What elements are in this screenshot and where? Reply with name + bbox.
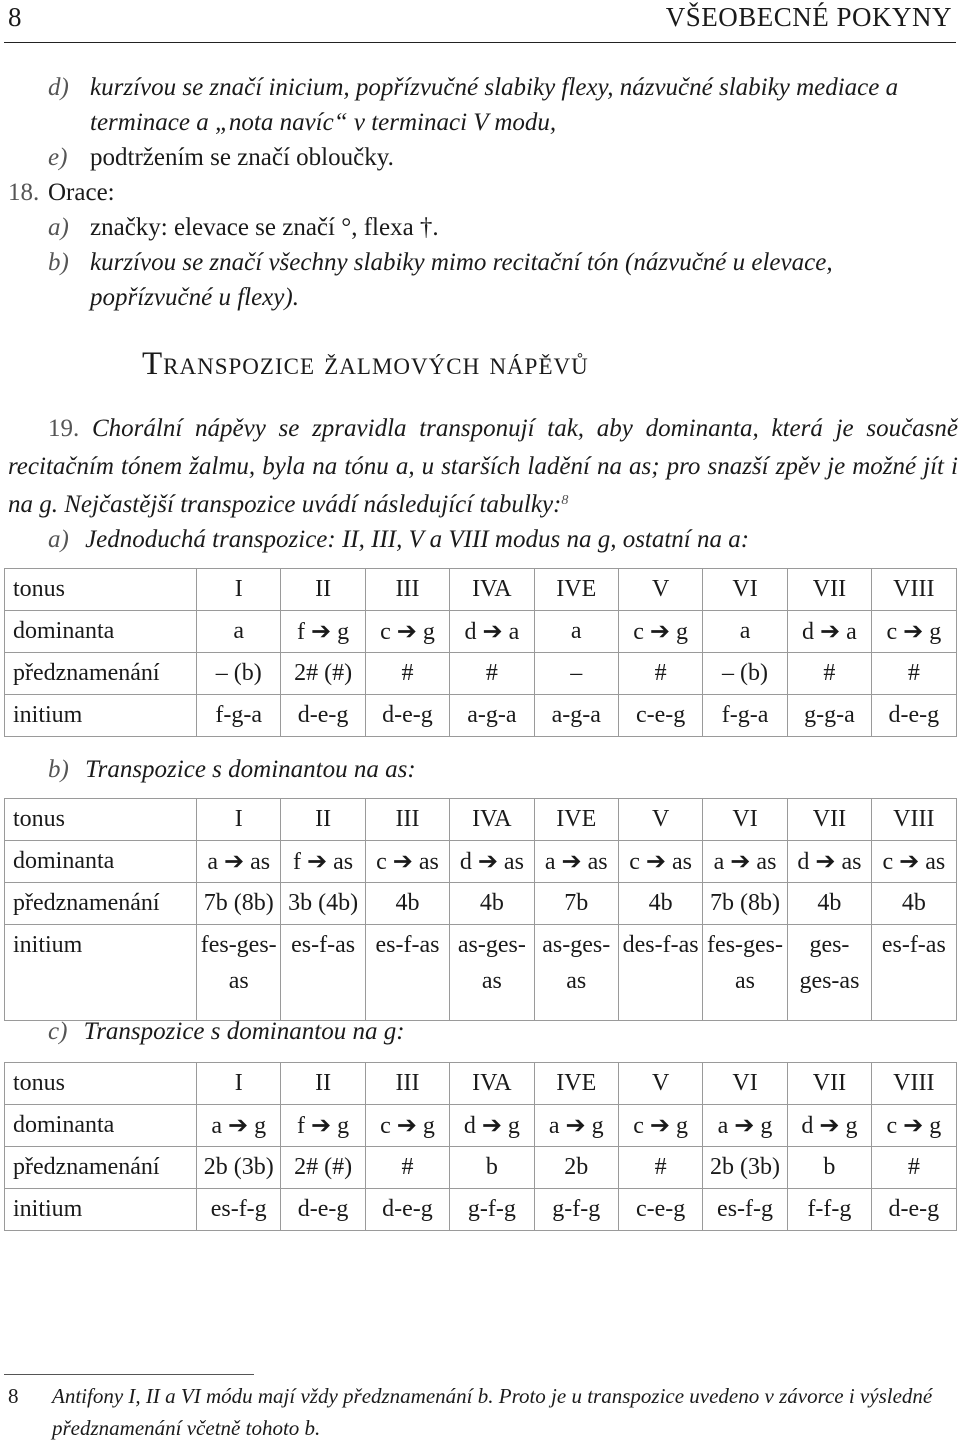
- table-cell: 7b (8b): [197, 883, 281, 925]
- table-cell: IVA: [450, 799, 534, 841]
- table-cell: 4b: [450, 883, 534, 925]
- table-cell: III: [365, 569, 449, 611]
- list-label: d): [48, 74, 69, 101]
- transposition-table-b: [4, 798, 957, 1021]
- table-cell: des-f-as: [618, 925, 702, 1021]
- table-c-label: c): [48, 1018, 68, 1045]
- table-cell: a ➔ g: [703, 1105, 787, 1147]
- orace-item-a: [0, 210, 960, 245]
- table-b-caption-text: Transpozice s dominantou na as:: [85, 756, 416, 783]
- table-cell: #: [618, 653, 702, 695]
- table-cell: es-f-as: [872, 925, 956, 1021]
- table-c-caption: [48, 1018, 405, 1046]
- table-cell: V: [618, 569, 702, 611]
- row-header-cell: tonus: [5, 569, 197, 611]
- table-cell: 7b: [534, 883, 618, 925]
- table-cell: c ➔ as: [365, 841, 449, 883]
- table-cell: d-e-g: [365, 1189, 449, 1231]
- table-cell: VIII: [872, 569, 956, 611]
- table-row: [5, 1189, 957, 1231]
- footnote-text: Antifony I, II a VI módu mají vždy předznamenání b. Proto je u transpozice uvedeno v závorce i výsledné předznamenání včetně tohoto b.: [52, 1384, 933, 1440]
- table-cell: d-e-g: [872, 695, 956, 737]
- table-cell: IVE: [534, 799, 618, 841]
- table-cell: IVE: [534, 569, 618, 611]
- table-cell: fes-ges-as: [197, 925, 281, 1021]
- table-cell: VI: [703, 1063, 787, 1105]
- table-cell: VIII: [872, 799, 956, 841]
- footnote: [0, 1380, 960, 1444]
- table-cell: c ➔ g: [365, 611, 449, 653]
- table-cell: d ➔ as: [450, 841, 534, 883]
- table-cell: b: [450, 1147, 534, 1189]
- table-cell: 3b (4b): [281, 883, 365, 925]
- table-row: [5, 1105, 957, 1147]
- table-cell: a ➔ g: [534, 1105, 618, 1147]
- table-cell: a: [703, 611, 787, 653]
- table-cell: es-f-as: [281, 925, 365, 1021]
- list-label: b): [48, 249, 69, 276]
- table-cell: c ➔ g: [872, 1105, 956, 1147]
- row-header-cell: tonus: [5, 799, 197, 841]
- table-cell: d ➔ a: [450, 611, 534, 653]
- table-cell: – (b): [197, 653, 281, 695]
- table-cell: es-f-g: [703, 1189, 787, 1231]
- orace-number: 18.: [8, 179, 40, 206]
- table-row: [5, 611, 957, 653]
- table-cell: IVA: [450, 1063, 534, 1105]
- table-cell: I: [197, 569, 281, 611]
- table-cell: d-e-g: [872, 1189, 956, 1231]
- table-cell: I: [197, 1063, 281, 1105]
- table-cell: #: [365, 1147, 449, 1189]
- table-cell: d ➔ as: [787, 841, 871, 883]
- row-header-cell: předznamenání: [5, 1147, 197, 1189]
- table-cell: a ➔ as: [703, 841, 787, 883]
- list-item-d: [0, 70, 960, 140]
- table-cell: VI: [703, 569, 787, 611]
- row-header-cell: tonus: [5, 1063, 197, 1105]
- transposition-table-a: [4, 568, 957, 737]
- table-row: [5, 841, 957, 883]
- table-cell: #: [618, 1147, 702, 1189]
- table-cell: f ➔ g: [281, 1105, 365, 1147]
- table-cell: 2# (#): [281, 653, 365, 695]
- table-cell: V: [618, 799, 702, 841]
- table-cell: VII: [787, 799, 871, 841]
- table-cell: 4b: [787, 883, 871, 925]
- list-label: e): [48, 144, 68, 171]
- footnote-rule: [4, 1374, 254, 1375]
- row-header-cell: initium: [5, 695, 197, 737]
- row-header-cell: initium: [5, 925, 197, 1021]
- table-cell: 2b (3b): [197, 1147, 281, 1189]
- table-cell: f-g-a: [703, 695, 787, 737]
- table-cell: c ➔ g: [365, 1105, 449, 1147]
- table-cell: f-f-g: [787, 1189, 871, 1231]
- table-cell: V: [618, 1063, 702, 1105]
- table-cell: 2# (#): [281, 1147, 365, 1189]
- table-row: [5, 1147, 957, 1189]
- table-cell: #: [450, 653, 534, 695]
- row-header-cell: initium: [5, 1189, 197, 1231]
- table-cell: b: [787, 1147, 871, 1189]
- table-cell: –: [534, 653, 618, 695]
- table-row: [5, 883, 957, 925]
- header-rule: [4, 42, 956, 43]
- top-list: [0, 70, 960, 315]
- table-a-label: a): [48, 526, 69, 553]
- table-cell: 7b (8b): [703, 883, 787, 925]
- table-a-caption-text: Jednoduchá transpozice: II, III, V a VIII modus na g, ostatní na a:: [85, 526, 750, 553]
- table-cell: VII: [787, 569, 871, 611]
- table-cell: d ➔ a: [787, 611, 871, 653]
- footnote-number: 8: [8, 1384, 19, 1408]
- table-row: [5, 925, 957, 1021]
- table-a-caption: [48, 526, 749, 554]
- list-text: kurzívou se značí všechny slabiky mimo recitační tón (názvučné u elevace, popřízvučné u flexy).: [90, 249, 833, 311]
- list-text: kurzívou se značí inicium, popřízvučné slabiky flexy, názvučné slabiky mediace a terminace a „nota navíc“ v terminaci V modu,: [90, 74, 899, 136]
- table-cell: ges-ges-as: [787, 925, 871, 1021]
- table-cell: #: [787, 653, 871, 695]
- table-cell: as-ges-as: [450, 925, 534, 1021]
- table-cell: IVA: [450, 569, 534, 611]
- table-cell: 4b: [365, 883, 449, 925]
- table-cell: II: [281, 799, 365, 841]
- section-title: Transpozice žalmových nápěvů: [142, 346, 589, 382]
- table-cell: 4b: [872, 883, 956, 925]
- table-cell: VIII: [872, 1063, 956, 1105]
- table-cell: d ➔ g: [787, 1105, 871, 1147]
- table-cell: f ➔ as: [281, 841, 365, 883]
- table-cell: a ➔ as: [197, 841, 281, 883]
- page-number: 8: [8, 2, 22, 32]
- table-cell: c ➔ g: [618, 611, 702, 653]
- row-header-cell: dominanta: [5, 841, 197, 883]
- table-cell: III: [365, 1063, 449, 1105]
- table-cell: g-f-g: [450, 1189, 534, 1231]
- table-cell: I: [197, 799, 281, 841]
- table-row: [5, 569, 957, 611]
- running-head: VŠEOBECNÉ POKYNY: [665, 2, 952, 32]
- table-row: [5, 653, 957, 695]
- table-cell: c-e-g: [618, 1189, 702, 1231]
- table-cell: VI: [703, 799, 787, 841]
- list-text: značky: elevace se značí °, flexa †.: [90, 214, 439, 241]
- orace-heading: [0, 175, 960, 210]
- table-cell: #: [872, 1147, 956, 1189]
- transposition-table-c: [4, 1062, 957, 1231]
- table-cell: f-g-a: [197, 695, 281, 737]
- row-header-cell: dominanta: [5, 1105, 197, 1147]
- table-cell: IVE: [534, 1063, 618, 1105]
- table-cell: fes-ges-as: [703, 925, 787, 1021]
- footnote-ref: 8: [561, 493, 569, 508]
- table-cell: as-ges-as: [534, 925, 618, 1021]
- list-text: podtržením se značí obloučky.: [90, 144, 394, 171]
- table-row: [5, 1063, 957, 1105]
- paragraph-text: Chorální nápěvy se zpravidla transponují tak, aby dominanta, která je současně recitačním tónem žalmu, byla na tónu a, u starších ladění na as; pro snazší zpěv je možné jít i na g. Nejčastější transpozice uvádí následující tabulky:: [8, 415, 959, 518]
- paragraph-number: 19.: [48, 415, 80, 442]
- table-row: [5, 695, 957, 737]
- paragraph-19: [8, 410, 958, 524]
- table-c-caption-text: Transpozice s dominantou na g:: [83, 1018, 405, 1045]
- table-cell: a ➔ as: [534, 841, 618, 883]
- table-cell: f ➔ g: [281, 611, 365, 653]
- table-cell: a-g-a: [450, 695, 534, 737]
- table-cell: 4b: [618, 883, 702, 925]
- table-cell: #: [872, 653, 956, 695]
- table-cell: d-e-g: [281, 695, 365, 737]
- page-header: [0, 0, 960, 42]
- table-cell: c ➔ g: [872, 611, 956, 653]
- table-cell: d-e-g: [281, 1189, 365, 1231]
- table-cell: c ➔ g: [618, 1105, 702, 1147]
- table-cell: 2b (3b): [703, 1147, 787, 1189]
- table-cell: #: [365, 653, 449, 695]
- table-cell: a: [197, 611, 281, 653]
- row-header-cell: předznamenání: [5, 653, 197, 695]
- table-row: [5, 799, 957, 841]
- orace-item-b: [0, 245, 960, 315]
- table-cell: II: [281, 569, 365, 611]
- list-label: a): [48, 214, 69, 241]
- table-b-label: b): [48, 756, 69, 783]
- table-cell: c ➔ as: [618, 841, 702, 883]
- table-cell: d ➔ g: [450, 1105, 534, 1147]
- table-cell: es-f-g: [197, 1189, 281, 1231]
- row-header-cell: dominanta: [5, 611, 197, 653]
- table-cell: 2b: [534, 1147, 618, 1189]
- table-cell: a: [534, 611, 618, 653]
- table-cell: II: [281, 1063, 365, 1105]
- table-cell: a-g-a: [534, 695, 618, 737]
- table-cell: g-g-a: [787, 695, 871, 737]
- table-cell: – (b): [703, 653, 787, 695]
- orace-title: Orace:: [48, 179, 115, 206]
- list-item-e: [0, 140, 960, 175]
- table-cell: es-f-as: [365, 925, 449, 1021]
- table-cell: c-e-g: [618, 695, 702, 737]
- table-b-caption: [48, 756, 416, 784]
- table-cell: g-f-g: [534, 1189, 618, 1231]
- table-cell: VII: [787, 1063, 871, 1105]
- table-cell: a ➔ g: [197, 1105, 281, 1147]
- table-cell: c ➔ as: [872, 841, 956, 883]
- table-cell: III: [365, 799, 449, 841]
- row-header-cell: předznamenání: [5, 883, 197, 925]
- table-cell: d-e-g: [365, 695, 449, 737]
